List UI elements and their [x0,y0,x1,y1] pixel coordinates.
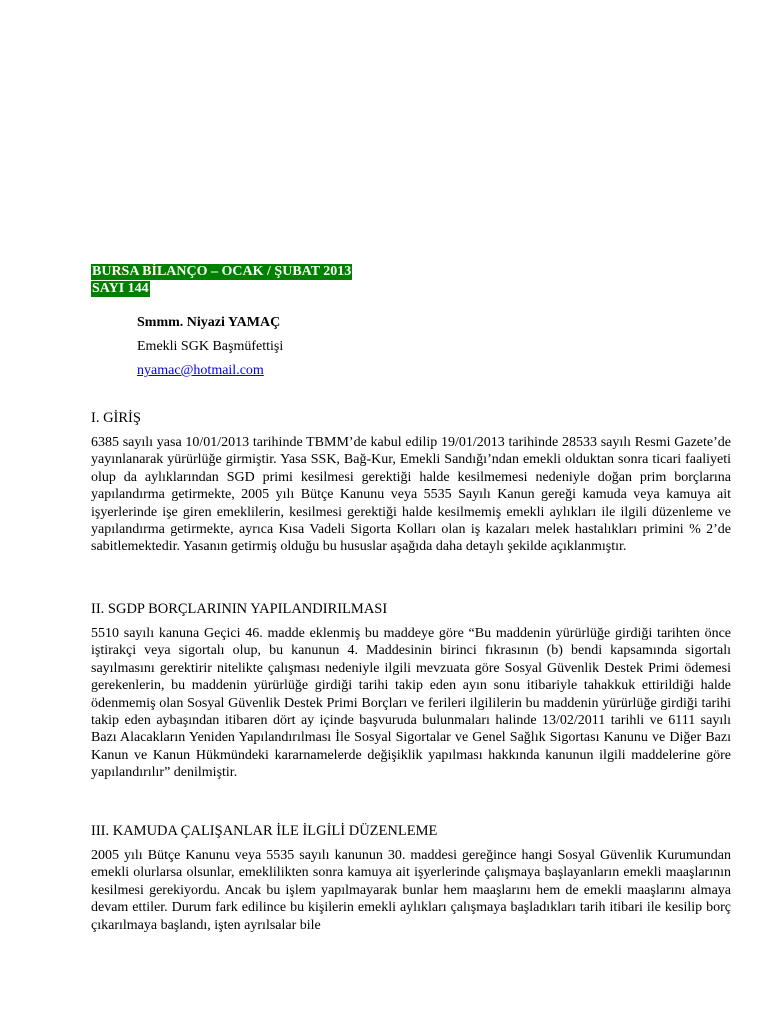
author-email-link[interactable]: nyamac@hotmail.com [137,363,264,378]
author-email-line [137,362,264,380]
section-heading-intro: I. GİRİŞ [91,410,141,426]
section-paragraph-intro: 6385 sayılı yasa 10/01/2013 tarihinde TBMM’de kabul edilip 19/01/2013 tarihinde 28533 sayılı Resmi Gazete’de yayınlanarak yürürlüğe girmiştir. Yasa SSK, Bağ-Kur, Emekli Sandığı’ndan emekli olduktan sonra ticari faaliyeti olup da aylıklarından SGD primi kesilmesi gerektiği halde kesilmemesi nedeniyle doğan prim borçlarına yapılandırma getirmekte, 2005 yılı Bütçe Kanunu veya 5535 Sayılı Kanun gereği kamuda veya kamuya ait işyerlerinde işe giren emeklilerin, kesilmesi gerektiği halde kesilmemiş emekli aylıkları ile ilgili düzenleme ve yapılandırma getirmekte, ayrıca Kısa Vadeli Sigorta Kolları olan iş kazaları melek hastalıkları primini % 2’de sabitlemektedir. Yasanın getirmiş olduğu bu hususlar aşağıda daha detaylı şekilde açıklanmıştır. [91,435,731,555]
journal-title-highlight: BURSA BİLANÇO – OCAK / ŞUBAT 2013 [92,264,352,279]
author-title: Emekli SGK Başmüfettişi [137,339,284,354]
section-paragraph-public-sector: 2005 yılı Bütçe Kanunu veya 5535 sayılı kanunun 30. maddesi gereğince hangi Sosyal Güvenlik Kurumundan emekli olurlarsa olsunlar, emeklilikten sonra kamuya ait işyerlerinde çalışmaya başlayanların emekli maaşlarının kesilmesi gerekiyordu. Ancak bu işlem yapılmayarak bunlar hem maaşlarını hem de emekli maaşlarını almaya devam ettiler. Durum fark edilince bu kişilerin emekli aylıkları çalışmaya başladıkları tarih itibari ile kesilip borç çıkarılmaya başlandı, işten ayrılsalar bile [91,848,731,933]
issue-number-highlight: SAYI 144 [92,281,149,296]
section-heading-public-sector: III. KAMUDA ÇALIŞANLAR İLE İLGİLİ DÜZENLEME [91,823,438,839]
section-heading-sgdp: II. SGDP BORÇLARININ YAPILANDIRILMASI [91,601,388,617]
section-paragraph-sgdp: 5510 sayılı kanuna Geçici 46. madde eklenmiş bu maddeye göre “Bu maddenin yürürlüğe girdiği tarihten önce iştirakçi veya sigortalı olup, bu kanunun 4. Maddesinin birinci fıkrasının (b) bendi kapsamında sigortalı sayılmasını gerektirir nitelikte çalışması nedeniyle ilgili mevzuata göre Sosyal Güvenlik Destek Primi ödemesi gerekenlerin, bu maddenin yürürlüğe girdiği tarihi takip eden ayın sonu itibariyle tahakkuk ettirildiği halde ödenmemiş olan Sosyal Güvenlik Destek Primi Borçları ve ferileri ilgililerin bu maddenin yürürlüğe girdiği tarihi takip eden aybaşından itibaren dört ay içinde başvuruda bulunmaları halinde 13/02/2011 tarihli ve 6111 sayılı Bazı Alacakların Yeniden Yapılandırılması İle Sosyal Sigortalar ve Genel Sağlık Sigortası Kanunu ve Diğer Bazı Kanun ve Kanun Hükmündeki kararnamelerde değişiklik yapılması hakkında kanunun ilgili maddelerine göre yapılandırılır” denilmiştir. [91,626,731,781]
author-name: Smmm. Niyazi YAMAÇ [137,315,281,330]
